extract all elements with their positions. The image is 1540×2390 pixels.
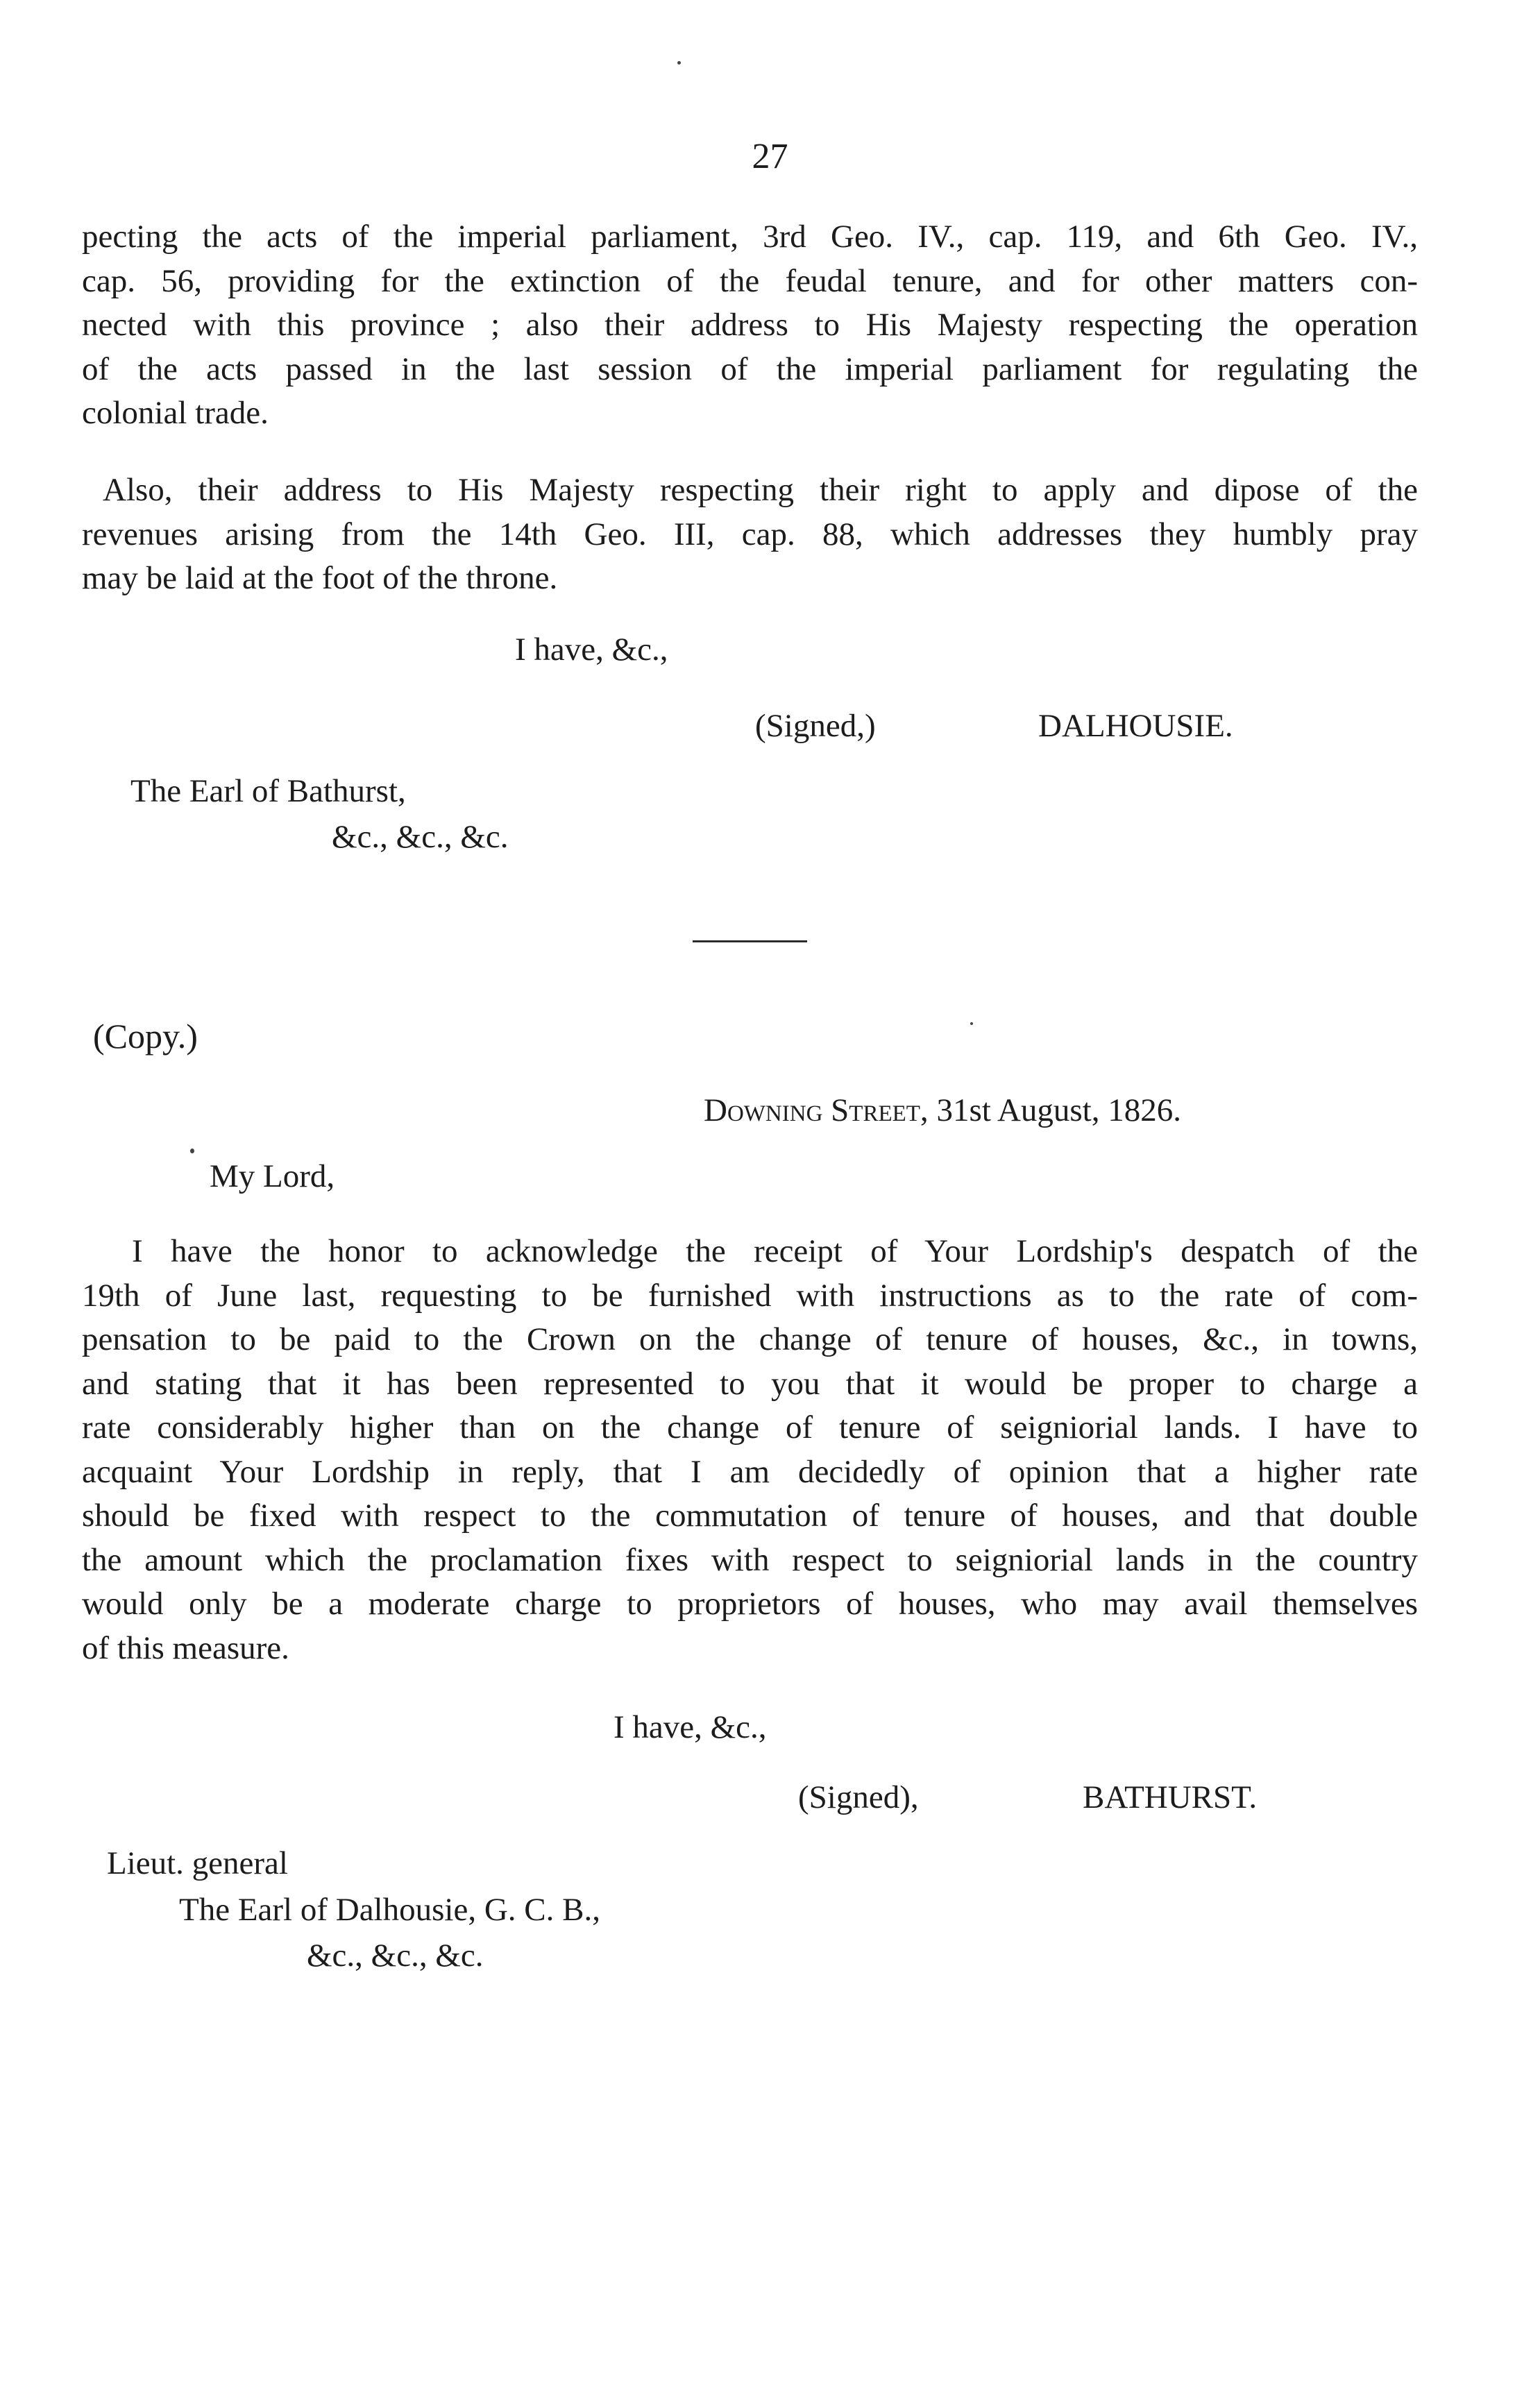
text-line: colonial trade. — [82, 395, 269, 431]
text-line: would only be a moderate charge to proprietors of houses, who may avail themselves — [82, 1586, 1418, 1622]
text-line: rate considerably higher than on the change of tenure of seigniorial lands. I have to — [82, 1409, 1418, 1446]
text-line: should be fixed with respect to the commutation of tenure of houses, and that double — [82, 1498, 1418, 1534]
letter2-addressee-etc: &c., &c., &c. — [307, 1938, 484, 1974]
letter1-addressee: The Earl of Bathurst, — [130, 773, 406, 809]
text-line: 19th of June last, requesting to be furnished with instructions as to the rate of com- — [82, 1277, 1418, 1314]
letter2-addressee: The Earl of Dalhousie, G. C. B., — [179, 1892, 600, 1928]
letter1-signed: (Signed,) — [755, 708, 876, 744]
page-number: 27 — [752, 137, 788, 176]
print-speck — [677, 61, 681, 65]
letter2-dateline — [704, 1090, 1181, 1131]
text-line: Also, their address to His Majesty respecting their right to apply and dipose of the — [103, 472, 1418, 508]
text-line: acquaint Your Lordship in reply, that I am decidedly of opinion that a higher rate — [82, 1453, 1418, 1490]
text-line: of the acts passed in the last session of the imperial parliament for regulating the — [82, 350, 1418, 387]
print-speck — [970, 1022, 973, 1025]
print-speck — [190, 1149, 194, 1153]
section-divider — [693, 940, 807, 942]
letter1-paragraph-2 — [82, 468, 1418, 601]
copy-label: (Copy.) — [93, 1017, 198, 1056]
letter1-addressee-etc: &c., &c., &c. — [332, 819, 509, 855]
letter2-date: 31st August, 1826. — [936, 1092, 1181, 1128]
text-line: of this measure. — [82, 1629, 289, 1666]
text-line: cap. 56, providing for the extinction of the feudal tenure, and for other matters con- — [82, 262, 1418, 299]
letter1-closing: I have, &c., — [515, 632, 668, 668]
text-line: the amount which the proclamation fixes with respect to seigniorial lands in the country — [82, 1541, 1418, 1578]
text-line: pensation to be paid to the Crown on the change of tenure of houses, &c., in towns, — [82, 1321, 1418, 1357]
text-line: and stating that it has been represented to you that it would be proper to charge a — [82, 1365, 1418, 1402]
letter2-body — [82, 1230, 1418, 1670]
text-line: may be laid at the foot of the throne. — [82, 560, 558, 596]
text-line: revenues arising from the 14th Geo. III, cap. 88, which addresses they humbly pray — [82, 516, 1418, 552]
letter2-addressee-rank: Lieut. general — [107, 1845, 288, 1881]
letter2-place: Downing Street, — [704, 1092, 929, 1128]
letter2-salutation: My Lord, — [210, 1158, 335, 1194]
text-line: nected with this province ; also their address to His Majesty respecting the operation — [82, 307, 1418, 343]
letter1-signatory: DALHOUSIE. — [1038, 708, 1233, 744]
letter2-closing: I have, &c., — [614, 1709, 767, 1745]
letter2-signed: (Signed), — [798, 1779, 919, 1815]
letter2-signatory: BATHURST. — [1083, 1779, 1258, 1815]
text-line: I have the honor to acknowledge the receipt of Your Lordship's despatch of the — [132, 1233, 1418, 1269]
letter1-paragraph-1 — [82, 215, 1418, 436]
text-line: pecting the acts of the imperial parliament, 3rd Geo. IV., cap. 119, and 6th Geo. IV., — [82, 219, 1418, 255]
